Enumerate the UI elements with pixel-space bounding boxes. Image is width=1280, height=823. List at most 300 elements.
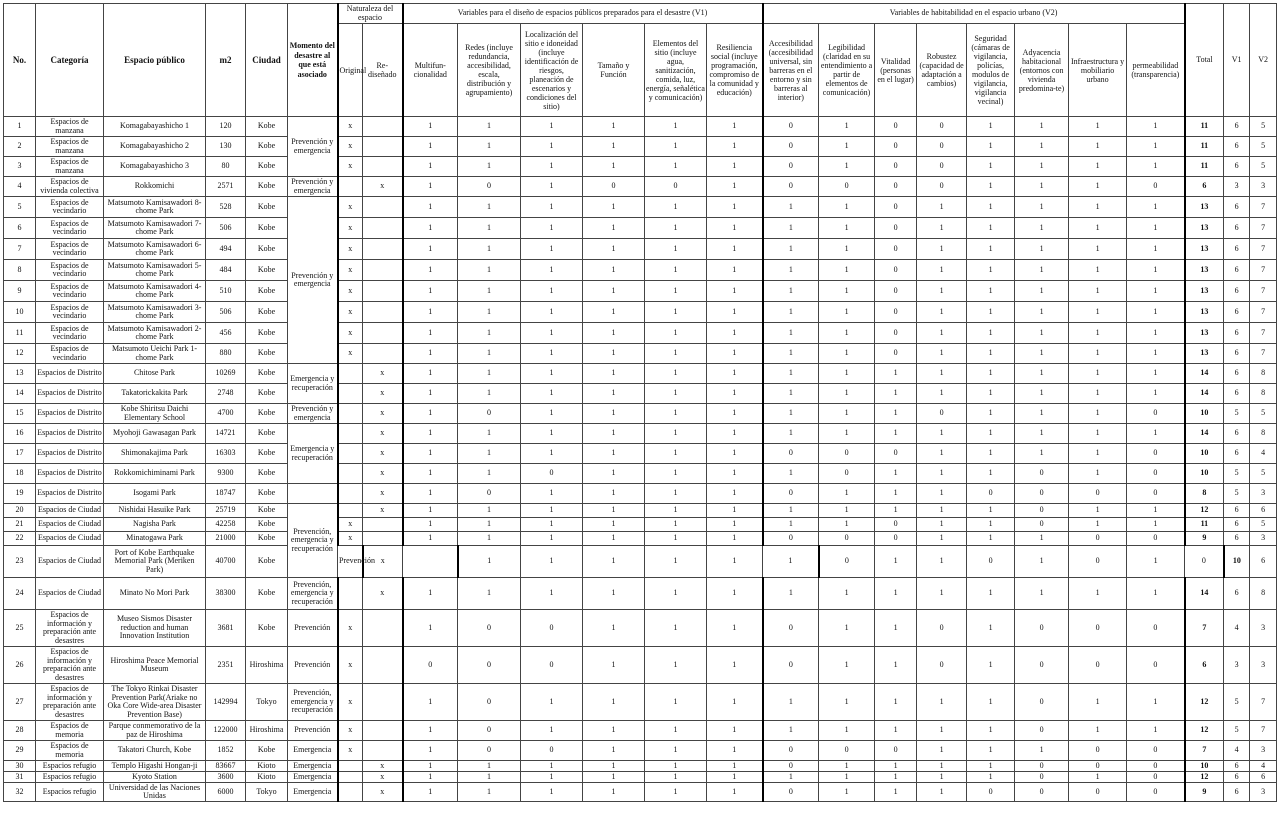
cell-v2-2: 1 [875,721,917,741]
header-v2: V2 [1250,4,1277,117]
cell-no: 1 [4,117,36,137]
cell-categoria: Espacios de Ciudad [36,504,104,518]
cell-v2-6: 1 [1069,239,1127,260]
cell-ciudad: Hiroshima [246,647,288,684]
cell-v1-1: 1 [458,783,521,802]
cell-v1-5: 1 [707,464,763,484]
header-v2-legibilidad: Legibilidad (claridad en su entendimiento a partir de elementos de comunicación) [819,24,875,117]
cell-m2: 4700 [206,404,246,424]
cell-momento: Prevención, emergencia y recuperación [288,504,338,578]
cell-v2-4: 1 [967,177,1015,197]
cell-v2-7: 0 [1127,464,1185,484]
header-v1-multifuncionalidad: Multifun-cionalidad [403,24,458,117]
cell-v1-3: 1 [583,532,645,546]
cell-rediseniado: x [363,484,403,504]
cell-v1-5: 1 [707,741,763,761]
cell-v2-5: 0 [1015,772,1069,783]
header-v2-group: Variables de habitabilidad en el espacio urbano (V2) [763,4,1185,24]
cell-m2: 2571 [206,177,246,197]
cell-v2-4: 1 [967,404,1015,424]
cell-v1-5: 1 [707,783,763,802]
table-row [4,157,1277,177]
cell-categoria: Espacios refugio [36,772,104,783]
cell-v1-1: 1 [458,197,521,218]
cell-original [338,404,363,424]
cell-v1-4: 1 [645,761,707,772]
cell-v2-5: 0 [1015,518,1069,532]
cell-ciudad: Kobe [246,518,288,532]
cell-v1-2: 1 [521,721,583,741]
cell-espacio: Port of Kobe Earthquake Memorial Park (Meriken Park) [104,546,206,578]
cell-no: 3 [4,157,36,177]
cell-v2-2: 0 [875,532,917,546]
cell-v1-1: 1 [458,464,521,484]
cell-v2-3: 1 [917,218,967,239]
cell-v1-1: 1 [458,281,521,302]
cell-total: 11 [1185,137,1224,157]
cell-v1-2: 0 [521,647,583,684]
cell-v1-1: 0 [458,647,521,684]
cell-v1-0: 1 [403,504,458,518]
cell-v2-6: 1 [1069,444,1127,464]
cell-m2: 25719 [206,504,246,518]
cell-total: 12 [1185,721,1224,741]
cell-v1-5: 1 [707,444,763,464]
cell-v2-3: 1 [917,684,967,721]
cell-v2-0: 0 [763,444,819,464]
cell-v1-5: 1 [707,518,763,532]
cell-v1-4: 1 [645,518,707,532]
cell-v1-total: 6 [1224,260,1250,281]
cell-v1-5: 1 [707,404,763,424]
cell-v2-0: 0 [763,137,819,157]
cell-total: 12 [1185,504,1224,518]
cell-ciudad: Kobe [246,546,288,578]
cell-v1-3: 1 [583,484,645,504]
cell-v1-total: 6 [1224,444,1250,464]
cell-v2-5: 1 [1015,218,1069,239]
cell-v2-1: 1 [819,117,875,137]
cell-v2-1: 1 [819,424,875,444]
cell-v2-total: 4 [1250,444,1277,464]
table-row [4,302,1277,323]
cell-espacio: Komagabayashicho 2 [104,137,206,157]
cell-v1-total: 3 [1224,647,1250,684]
cell-v1-total: 6 [1224,344,1250,364]
cell-v2-7: 0 [1127,444,1185,464]
cell-v2-2: 0 [875,323,917,344]
cell-v1-2: 1 [521,384,583,404]
table-row [4,364,1277,384]
cell-rediseniado [363,117,403,137]
cell-v1-2: 1 [521,157,583,177]
cell-v2-6: 1 [1069,518,1127,532]
cell-espacio: Parque conmemorativo de la paz de Hiroshima [104,721,206,741]
cell-v2-total: 6 [1250,504,1277,518]
cell-v1-2: 1 [521,323,583,344]
cell-v2-3: 1 [917,444,967,464]
cell-total: 13 [1185,344,1224,364]
cell-v2-4: 1 [967,532,1015,546]
cell-categoria: Espacios de información y preparación ante desastres [36,684,104,721]
table-row [4,610,1277,647]
cell-v2-0: 0 [763,761,819,772]
cell-v1-5: 1 [707,302,763,323]
cell-no: 5 [4,197,36,218]
cell-v1-total: 6 [1224,518,1250,532]
cell-v2-7: 0 [1127,610,1185,647]
cell-v1-3: 1 [583,239,645,260]
cell-momento: Prevención, emergencia y recuperación [288,684,338,721]
cell-v2-6: 1 [1069,157,1127,177]
cell-v2-total: 7 [1250,721,1277,741]
cell-v2-4: 1 [967,578,1015,610]
cell-v2-total: 5 [1250,137,1277,157]
cell-espacio: Shimonakajima Park [104,444,206,464]
cell-espacio: Matsumoto Kamisawadori 6-chome Park [104,239,206,260]
cell-ciudad: Kobe [246,424,288,444]
cell-v2-7: 1 [1127,137,1185,157]
cell-v2-3: 0 [917,610,967,647]
header-naturaleza: Naturaleza del espacio [338,4,403,24]
cell-no: 28 [4,721,36,741]
cell-v2-7: 0 [1185,546,1224,578]
cell-m2: 456 [206,323,246,344]
cell-v1-total: 6 [1224,772,1250,783]
cell-v2-3: 0 [917,137,967,157]
cell-total: 14 [1185,364,1224,384]
cell-rediseniado [363,260,403,281]
cell-original [338,364,363,384]
cell-v1-0: 1 [403,532,458,546]
cell-v2-3: 1 [917,741,967,761]
cell-v2-6: 0 [1069,761,1127,772]
cell-v2-total: 8 [1250,424,1277,444]
cell-espacio: Rokkomichi [104,177,206,197]
cell-v2-2: 1 [875,684,917,721]
cell-v2-1: 1 [819,157,875,177]
cell-rediseniado [363,741,403,761]
cell-v1-5: 1 [707,137,763,157]
cell-ciudad: Kobe [246,404,288,424]
cell-v2-7: 1 [1127,344,1185,364]
cell-categoria: Espacios de Distrito [36,404,104,424]
cell-v1-1: 1 [458,344,521,364]
cell-m2: 21000 [206,532,246,546]
cell-v2-0: 1 [763,518,819,532]
cell-v1-total: 5 [1224,721,1250,741]
cell-v2-total: 8 [1250,364,1277,384]
cell-v2-3: 0 [917,117,967,137]
cell-v2-1: 1 [819,684,875,721]
cell-v2-1: 0 [819,532,875,546]
cell-rediseniado [363,532,403,546]
cell-categoria: Espacios de vecindario [36,197,104,218]
cell-total: 10 [1224,546,1250,578]
cell-categoria: Espacios de vecindario [36,239,104,260]
cell-v1-total: 5 [1224,404,1250,424]
cell-v1-4: 1 [645,323,707,344]
cell-v2-5: 1 [1015,157,1069,177]
cell-v1-5: 1 [707,424,763,444]
cell-total: 12 [1185,684,1224,721]
cell-espacio: Templo Higashi Hongan-ji [104,761,206,772]
cell-espacio: Chitose Park [104,364,206,384]
cell-v2-total: 5 [1250,157,1277,177]
cell-v2-7: 1 [1127,157,1185,177]
cell-total: 7 [1185,741,1224,761]
cell-v1-1: 1 [458,384,521,404]
cell-no: 24 [4,578,36,610]
cell-v1-5: 1 [707,218,763,239]
cell-ciudad: Kobe [246,532,288,546]
cell-v2-3: 1 [917,424,967,444]
cell-v1-1: 0 [458,610,521,647]
cell-v2-3: 1 [917,783,967,802]
cell-v1-0: 1 [403,444,458,464]
cell-v2-total: 3 [1250,647,1277,684]
cell-v2-6: 0 [1069,532,1127,546]
cell-v1-2: 1 [521,532,583,546]
cell-v2-6: 1 [1069,137,1127,157]
evaluation-table-container [3,3,1276,802]
cell-momento: Prevención y emergencia [288,404,338,424]
cell-ciudad: Kioto [246,772,288,783]
cell-v2-2: 1 [875,761,917,772]
cell-v2-6: 1 [1069,578,1127,610]
cell-v2-total: 5 [1250,117,1277,137]
cell-v2-5: 0 [1015,684,1069,721]
cell-v2-3: 1 [917,578,967,610]
cell-total: 14 [1185,384,1224,404]
cell-v1-5: 1 [763,546,819,578]
cell-v1-3: 1 [583,684,645,721]
cell-momento: Emergencia [288,741,338,761]
cell-v2-total: 7 [1250,684,1277,721]
table-row [4,772,1277,783]
cell-v2-2: 0 [875,218,917,239]
cell-momento: Prevención y emergencia [288,117,338,177]
cell-v2-5: 1 [1015,260,1069,281]
cell-v2-5: 1 [1015,137,1069,157]
cell-v1-2: 1 [521,504,583,518]
cell-m2: 9300 [206,464,246,484]
cell-v2-1: 1 [819,721,875,741]
cell-v1-4: 1 [645,647,707,684]
cell-v2-2: 1 [917,546,967,578]
cell-rediseniado: x [363,783,403,802]
cell-v1-3: 1 [583,323,645,344]
cell-v2-total: 5 [1250,518,1277,532]
cell-categoria: Espacios de Distrito [36,484,104,504]
cell-v2-total: 3 [1250,783,1277,802]
cell-v1-total: 6 [1224,761,1250,772]
cell-v2-4: 1 [967,772,1015,783]
cell-v1-5: 1 [707,504,763,518]
cell-v2-0: 1 [763,197,819,218]
cell-categoria: Espacios de información y preparación ante desastres [36,647,104,684]
cell-v1-1: 0 [458,177,521,197]
table-row [4,117,1277,137]
cell-ciudad: Kobe [246,364,288,384]
cell-v2-0: 1 [763,239,819,260]
cell-m2: 42258 [206,518,246,532]
cell-total: 10 [1185,761,1224,772]
cell-v1-1: 0 [458,684,521,721]
cell-v2-2: 1 [875,424,917,444]
cell-ciudad: Kobe [246,239,288,260]
cell-momento: Emergencia y recuperación [288,424,338,484]
cell-categoria: Espacios de vecindario [36,218,104,239]
cell-rediseniado [363,344,403,364]
cell-v2-4: 1 [967,137,1015,157]
cell-v2-5: 1 [1015,281,1069,302]
cell-v1-5: 1 [707,647,763,684]
header-no: No. [4,4,36,117]
cell-v2-6: 1 [1069,384,1127,404]
cell-v2-4: 1 [967,281,1015,302]
cell-v2-7: 0 [1127,783,1185,802]
cell-v2-2: 0 [875,281,917,302]
cell-v1-4: 1 [645,218,707,239]
cell-v2-total: 4 [1250,761,1277,772]
cell-v2-6: 1 [1069,684,1127,721]
cell-m2: 40700 [206,546,246,578]
table-row [4,239,1277,260]
cell-v1-total: 4 [1224,610,1250,647]
cell-v1-3: 1 [583,504,645,518]
cell-v2-4: 1 [967,302,1015,323]
cell-categoria: Espacios de Distrito [36,444,104,464]
cell-v1-2: 0 [521,464,583,484]
cell-espacio: Matsumoto Kamisawadori 3-chome Park [104,302,206,323]
cell-ciudad: Kobe [246,344,288,364]
cell-v1-3: 1 [583,741,645,761]
cell-original: x [338,532,363,546]
cell-original [338,484,363,504]
cell-v2-6: 1 [1069,504,1127,518]
cell-ciudad: Kobe [246,610,288,647]
cell-no: 14 [4,384,36,404]
cell-v1-4: 1 [645,117,707,137]
cell-v2-5: 1 [1015,532,1069,546]
cell-v1-0: 1 [403,344,458,364]
cell-v1-0: 1 [403,741,458,761]
cell-v1-2: 1 [521,302,583,323]
cell-original: x [338,302,363,323]
cell-m2: 122000 [206,721,246,741]
cell-v2-4: 1 [967,684,1015,721]
cell-v1-4: 1 [645,364,707,384]
cell-total: 13 [1185,281,1224,302]
cell-v2-3: 1 [917,281,967,302]
header-ciudad: Ciudad [246,4,288,117]
cell-v1-0: 1 [403,384,458,404]
cell-total: 13 [1185,323,1224,344]
cell-v1-0: 1 [403,761,458,772]
cell-total: 10 [1185,444,1224,464]
cell-v2-7: 1 [1127,578,1185,610]
cell-original: x [338,323,363,344]
cell-no: 20 [4,504,36,518]
cell-v2-4: 1 [967,610,1015,647]
cell-v2-total: 7 [1250,344,1277,364]
cell-v2-2: 0 [875,197,917,218]
cell-v1-3: 1 [583,117,645,137]
cell-v2-total: 7 [1250,218,1277,239]
cell-total: 6 [1185,177,1224,197]
cell-rediseniado [363,218,403,239]
cell-no: 29 [4,741,36,761]
cell-v1-1: 1 [458,532,521,546]
cell-momento: Prevención, emergencia y recuperación [288,578,338,610]
header-v2-infraestructura: Infraestructura y mobiliario urbano [1069,24,1127,117]
cell-v2-3: 1 [917,239,967,260]
cell-v1-total: 6 [1224,504,1250,518]
cell-v1-3: 1 [583,424,645,444]
cell-original [338,578,363,610]
cell-v2-6: 1 [1069,281,1127,302]
table-row [4,404,1277,424]
cell-v1-4: 1 [645,157,707,177]
cell-v2-1: 1 [819,137,875,157]
cell-no: 18 [4,464,36,484]
cell-v1-total: 6 [1224,239,1250,260]
cell-v2-5: 1 [1015,444,1069,464]
cell-v1-0: 1 [403,157,458,177]
cell-ciudad: Kioto [246,761,288,772]
cell-categoria: Espacios de Ciudad [36,518,104,532]
cell-no: 11 [4,323,36,344]
cell-no: 31 [4,772,36,783]
cell-ciudad: Kobe [246,157,288,177]
cell-v2-5: 1 [1015,741,1069,761]
cell-v1-0: 1 [403,117,458,137]
cell-original [338,424,363,444]
cell-ciudad: Tokyo [246,783,288,802]
cell-v1-2: 1 [521,281,583,302]
cell-v1-1: 1 [458,218,521,239]
cell-v2-7: 0 [1127,647,1185,684]
cell-v1-3: 1 [583,218,645,239]
cell-v1-4: 1 [645,197,707,218]
header-v1-group: Variables para el diseño de espacios públicos preparados para el desastre (V1) [403,4,763,24]
cell-momento: Prevención y emergencia [288,197,338,364]
cell-v2-5: 1 [1015,404,1069,424]
cell-v1-0: 1 [403,281,458,302]
cell-rediseniado: x [363,177,403,197]
cell-momento: Prevención [288,610,338,647]
cell-m2: 6000 [206,783,246,802]
cell-v2-5: 0 [1015,504,1069,518]
cell-ciudad: Kobe [246,218,288,239]
cell-v1-1: 1 [458,302,521,323]
cell-v1-2: 1 [521,404,583,424]
cell-v1-total: 6 [1224,424,1250,444]
cell-v1-5: 1 [707,177,763,197]
cell-v2-4: 1 [967,721,1015,741]
cell-original: x [338,218,363,239]
cell-v1-3: 1 [583,197,645,218]
cell-categoria: Espacios de vecindario [36,323,104,344]
cell-v2-1: 0 [819,444,875,464]
cell-v2-6: 1 [1127,546,1185,578]
cell-v2-6: 1 [1069,772,1127,783]
cell-v1-5: 1 [707,281,763,302]
cell-espacio: Nagisha Park [104,518,206,532]
cell-v1-5: 1 [707,772,763,783]
table-row [4,783,1277,802]
